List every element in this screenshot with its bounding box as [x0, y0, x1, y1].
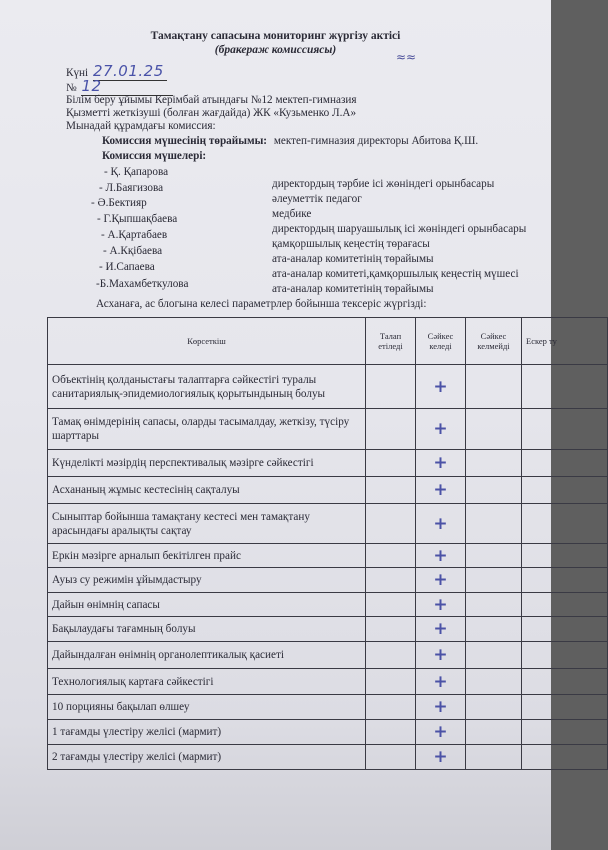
- check-mark: +: [416, 593, 466, 617]
- criterion-cell: Бақылаудағы тағамның болуы: [48, 617, 366, 642]
- member-name: - Л.Баягизова: [99, 182, 164, 194]
- date-label: Күні: [66, 67, 89, 79]
- date-value: 27.01.25: [92, 62, 164, 80]
- note-cell: [522, 568, 608, 593]
- noncompliant-cell: [466, 477, 522, 504]
- number-value: 12: [81, 77, 102, 95]
- chair-row: [102, 135, 478, 147]
- criterion-cell: Күнделікті мәзірдің перспективалық мәзірге сәйкестігі: [48, 450, 366, 477]
- criterion-cell: Дайындалған өнімнің органолептикалық қасиеті: [48, 642, 366, 669]
- member-role: медбике: [272, 208, 312, 220]
- criterion-cell: Асхананың жұмыс кестесінің сақталуы: [48, 477, 366, 504]
- noncompliant-cell: [466, 504, 522, 544]
- table-row: [48, 617, 608, 642]
- organization-line: Білім беру ұйымы Керімбай атындағы №12 мектеп-гимназия: [66, 94, 357, 106]
- check-mark: +: [416, 477, 466, 504]
- criterion-cell: 2 тағамды үлестіру желісі (мармит): [48, 745, 366, 770]
- composition-intro: Мынадай құрамдағы комиссия:: [66, 120, 216, 132]
- check-mark: +: [416, 568, 466, 593]
- header-compliant: Сәйкес келеді: [416, 318, 466, 365]
- required-cell: [366, 617, 416, 642]
- member-name: - Қ. Қапарова: [104, 166, 169, 178]
- member-role: қамқоршылық кеңестің төрағасы: [272, 238, 430, 250]
- table-row: [48, 695, 608, 720]
- noncompliant-cell: [466, 669, 522, 695]
- note-cell: [522, 544, 608, 568]
- table-row: [48, 504, 608, 544]
- member-name: - А.Кқібаева: [103, 245, 163, 257]
- note-cell: [522, 617, 608, 642]
- check-mark: +: [416, 450, 466, 477]
- noncompliant-cell: [466, 695, 522, 720]
- required-cell: [366, 365, 416, 409]
- noncompliant-cell: [466, 544, 522, 568]
- header-note: Ескер ту: [522, 318, 608, 365]
- note-cell: [522, 409, 608, 450]
- table-row: [48, 544, 608, 568]
- required-cell: [366, 745, 416, 770]
- criterion-cell: Еркін мәзірге арналып бекітілген прайс: [48, 544, 366, 568]
- criterion-cell: Тамақ өнімдерінің сапасы, оларды тасымалдау, жеткізу, түсіру шарттары: [48, 409, 366, 450]
- member-role: ата-аналар комитетінің төрайымы: [272, 253, 434, 265]
- required-cell: [366, 544, 416, 568]
- note-cell: [522, 593, 608, 617]
- table-row: [48, 642, 608, 669]
- table-row: [48, 409, 608, 450]
- inspection-intro: Асханаға, ас блогына келесі параметрлер бойынша тексеріс жүргізді:: [96, 298, 427, 310]
- note-cell: [522, 365, 608, 409]
- note-cell: [522, 669, 608, 695]
- chair-label: Комиссия мүшесінің төрайымы:: [102, 135, 268, 147]
- note-cell: [522, 720, 608, 745]
- table-row: [48, 568, 608, 593]
- noncompliant-cell: [466, 593, 522, 617]
- check-mark: +: [416, 642, 466, 669]
- note-cell: [522, 745, 608, 770]
- document-title: Тамақтану сапасына мониторинг жүргізу актісі: [150, 30, 401, 42]
- table-row: [48, 365, 608, 409]
- member-name: - Г.Қыпшақбаева: [97, 213, 178, 225]
- check-mark: +: [416, 409, 466, 450]
- criterion-cell: Сыныптар бойынша тамақтану кестесі мен тамақтану арасындағы аралықты сақтау: [48, 504, 366, 544]
- member-role: ата-аналар комитетінің төрайымы: [272, 283, 434, 295]
- check-mark: +: [416, 745, 466, 770]
- criterion-cell: 10 порцияны бақылап өлшеу: [48, 695, 366, 720]
- pen-scribble-icon: ≈≈: [396, 50, 417, 64]
- check-mark: +: [416, 544, 466, 568]
- note-cell: [522, 450, 608, 477]
- noncompliant-cell: [466, 568, 522, 593]
- check-mark: +: [416, 669, 466, 695]
- required-cell: [366, 477, 416, 504]
- required-cell: [366, 568, 416, 593]
- check-mark: +: [416, 365, 466, 409]
- check-mark: +: [416, 695, 466, 720]
- criterion-cell: Ауыз су режимін ұйымдастыру: [48, 568, 366, 593]
- required-cell: [366, 450, 416, 477]
- chair-value: мектеп-гимназия директоры Абитова Қ.Ш.: [273, 135, 479, 147]
- criterion-cell: Технологиялық картаға сәйкестігі: [48, 669, 366, 695]
- table-row: [48, 745, 608, 770]
- required-cell: [366, 642, 416, 669]
- note-cell: [522, 477, 608, 504]
- noncompliant-cell: [466, 720, 522, 745]
- noncompliant-cell: [466, 450, 522, 477]
- required-cell: [366, 409, 416, 450]
- check-mark: +: [416, 720, 466, 745]
- member-role: директордың шаруашылық ісі жөніндегі орынбасары: [272, 223, 527, 235]
- noncompliant-cell: [466, 642, 522, 669]
- table-row: [48, 720, 608, 745]
- document-subtitle: (бракераж комиссиясы): [214, 44, 337, 56]
- noncompliant-cell: [466, 409, 522, 450]
- criterion-cell: Объектінің қолданыстағы талаптарға сәйкестігі туралы санитариялық-эпидемиологиялық қорытындының болуы: [48, 365, 366, 409]
- table-row: [48, 450, 608, 477]
- member-name: -Б.Махамбеткулова: [96, 278, 189, 290]
- member-name: - А.Қартабаев: [101, 229, 168, 241]
- header-noncompliant: Сәйкес келмейді: [466, 318, 522, 365]
- required-cell: [366, 593, 416, 617]
- table-row: [48, 477, 608, 504]
- check-mark: +: [416, 617, 466, 642]
- header-required: Талап етіледі: [366, 318, 416, 365]
- header-criterion: Көрсеткіш: [48, 318, 366, 365]
- table-row: [48, 593, 608, 617]
- service-provider-line: Қызметті жеткізуші (болған жағдайда) ЖК «Кузьменко Л.А»: [66, 107, 357, 119]
- noncompliant-cell: [466, 365, 522, 409]
- noncompliant-cell: [466, 745, 522, 770]
- member-name: - И.Сапаева: [99, 261, 155, 273]
- member-role: директордың тәрбие ісі жөніндегі орынбасары: [272, 178, 495, 190]
- member-role: әлеуметтік педагог: [272, 193, 362, 205]
- table-row: [48, 669, 608, 695]
- note-cell: [522, 642, 608, 669]
- inspection-table: [47, 317, 608, 770]
- required-cell: [366, 695, 416, 720]
- required-cell: [366, 669, 416, 695]
- note-cell: [522, 504, 608, 544]
- criterion-cell: 1 тағамды үлестіру желісі (мармит): [48, 720, 366, 745]
- note-cell: [522, 695, 608, 720]
- check-mark: +: [416, 504, 466, 544]
- criterion-cell: Дайын өнімнің сапасы: [48, 593, 366, 617]
- table-header-row: [48, 318, 608, 365]
- member-name: - Ә.Бектияр: [91, 197, 147, 209]
- required-cell: [366, 720, 416, 745]
- noncompliant-cell: [466, 617, 522, 642]
- number-label: №: [66, 82, 77, 94]
- member-role: ата-аналар комитеті,қамқоршылық кеңестің мүшесі: [272, 268, 519, 280]
- required-cell: [366, 504, 416, 544]
- members-label: Комиссия мүшелері:: [102, 150, 207, 162]
